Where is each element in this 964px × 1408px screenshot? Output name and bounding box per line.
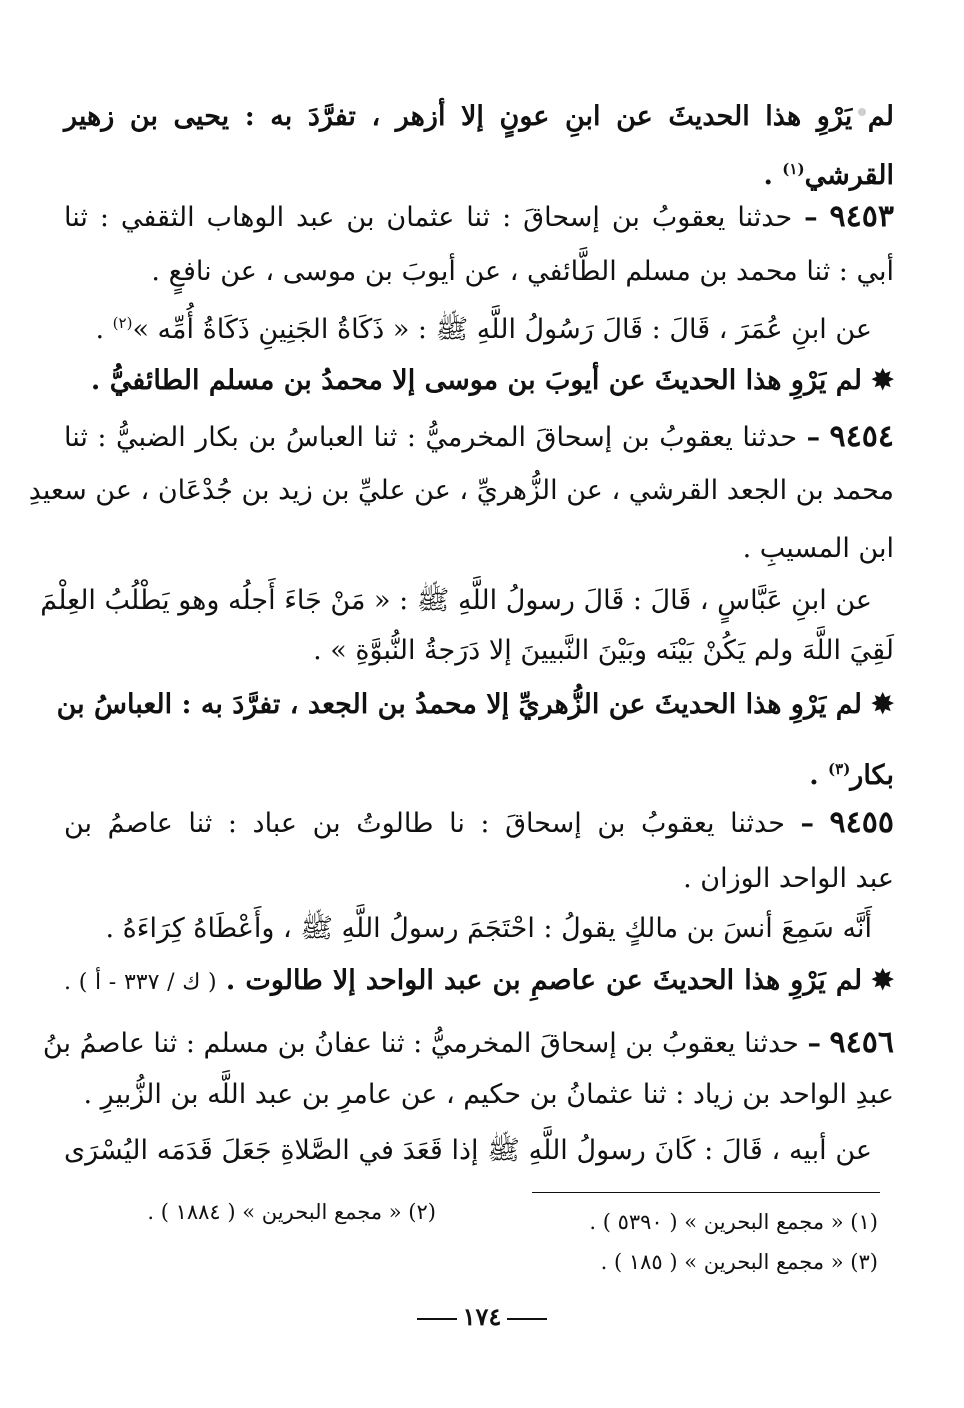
line-text: لم يَرْوِ هذا الحديثَ عن الزُّهريِّ إلا محمدُ بن الجعد ، تفرَّدَ به : العباسُ بن: [56, 689, 862, 720]
remark-line: [64, 364, 894, 398]
line-text: أبي : ثنا محمد بن مسلم الطَّائفي ، عن أيوبَ بن موسى ، عن نافعٍ .: [151, 256, 894, 287]
footnote-marker: (٣): [828, 760, 851, 778]
hadith-start-line: [42, 1025, 894, 1061]
line-text: لَقِيَ اللَّهَ ولم يَكُنْ بَيْنَه وبَيْنَ النَّبيينَ إلا دَرَجةُ النُّبوَّةِ » .: [313, 635, 894, 666]
page-number-dash: [417, 1318, 457, 1320]
hadith-number: ٩٤٥٦: [829, 1025, 894, 1060]
line-text: القرشي: [804, 160, 894, 191]
line-text: عن ابنِ عُمَرَ ، قَالَ : قَالَ رَسُولُ اللَّهِ ﷺ : « ذَكَاةُ الجَنِينِ ذَكَاةُ أُمِّه »: [132, 314, 872, 345]
text-line: [64, 255, 894, 289]
period: .: [809, 760, 819, 791]
period: .: [95, 314, 105, 345]
footnote-separator: [532, 1192, 880, 1193]
footnote: (٣) « مجمع البحرين » ( ١٨٥ ) .: [600, 1250, 878, 1274]
hadith-number: ٩٤٥٣: [829, 199, 894, 234]
footnote: (٢) « مجمع البحرين » ( ١٨٨٤ ) .: [147, 1200, 436, 1224]
hadith-number: ٩٤٥٤: [829, 419, 894, 454]
hadith-number: ٩٤٥٥: [829, 805, 894, 840]
manuscript-reference: ( ك / ٣٣٧ - أ ) .: [64, 970, 217, 995]
line-text: حدثنا يعقوبُ بن إسحاقَ المخرميُّ : ثنا العباسُ بن بكار الضبيُّ : ثنا: [64, 422, 798, 453]
dash: –: [800, 808, 814, 839]
line-text: عن أبيه ، قَالَ : كَانَ رسولُ اللَّهِ ﷺ إذا قَعَدَ في الصَّلاةِ جَعَلَ قَدَمَه اليُسْرَى: [64, 1135, 872, 1166]
star-icon: ✸: [871, 365, 894, 396]
line-text: محمد بن الجعد القرشي ، عن الزُّهريِّ ، عن عليِّ بن زيد بن جُدْعَان ، عن سعيدِ: [28, 475, 894, 506]
text-line: [64, 1134, 872, 1168]
hadith-start-line: [64, 806, 894, 841]
line-text: عبد الواحد الوزان .: [683, 863, 894, 894]
text-line: [64, 862, 894, 896]
line-text: عبدِ الواحد بن زياد : ثنا عثمانُ بن حكيم ، عن عامرِ بن عبد اللَّه بن الزُّبيرِ .: [83, 1079, 894, 1110]
text-line: [64, 912, 872, 946]
line-text: حدثنا يعقوبُ بن إسحاقَ : ثنا عثمان بن عبد الوهاب الثقفي : ثنا: [64, 202, 793, 233]
text-line: [64, 634, 894, 668]
dash: –: [804, 202, 818, 233]
page-number-dash: [507, 1318, 547, 1320]
line-text: حدثنا يعقوبُ بن إسحاقَ : نا طالوتُ بن عباد : ثنا عاصمُ بن: [64, 808, 785, 839]
line-text: لم يَرْوِ هذا الحديثَ عن ابنِ عونٍ إلا أزهر ، تفرَّدَ به : يحيى بن زهير: [64, 101, 894, 132]
hadith-start-line: [64, 200, 894, 235]
line-text: عن ابنِ عَبَّاسٍ ، قَالَ : قَالَ رسولُ اللَّهِ ﷺ : « مَنْ جَاءَ أَجلُه وهو يَطْلُبُ العِلْمَ: [40, 585, 872, 616]
text-line: [40, 584, 872, 618]
period: .: [763, 160, 773, 191]
footnote: (١) « مجمع البحرين » ( ٥٣٩٠ ) .: [589, 1210, 878, 1234]
star-icon: ✸: [871, 965, 894, 996]
line-text: ابن المسيبِ .: [742, 533, 894, 564]
line-text: بكار: [850, 760, 894, 791]
star-icon: ✸: [871, 689, 894, 720]
remark-line: [64, 964, 894, 1000]
line-text: لم يَرْوِ هذا الحديثَ عن عاصمِ بن عبد الواحد إلا طالوت .: [225, 965, 863, 996]
remark-line: [56, 688, 894, 722]
page-number-line: [0, 1302, 964, 1331]
footnote-marker: (١): [782, 160, 805, 178]
dash: –: [807, 1028, 821, 1059]
footnote-marker: (٢): [112, 314, 133, 332]
hadith-start-line: [64, 420, 894, 455]
text-line: [28, 474, 894, 508]
text-line: [64, 152, 894, 193]
text-line: [64, 306, 872, 347]
line-text: أَنَّه سَمِعَ أنسَ بن مالكٍ يقولُ : احْتَجَمَ رسولُ اللَّهِ ﷺ ، وأَعْطَاهُ كِرَاءَهُ .: [105, 913, 872, 944]
text-line: [64, 100, 894, 134]
page-number: ١٧٤: [462, 1302, 502, 1331]
line-text: لم يَرْوِ هذا الحديثَ عن أيوبَ بن موسى إلا محمدُ بن مسلم الطائفيُّ .: [90, 365, 862, 396]
text-line: [64, 1078, 894, 1112]
text-line: [64, 752, 894, 793]
dash: –: [806, 422, 821, 453]
text-line: [64, 532, 894, 566]
line-text: حدثنا يعقوبُ بن إسحاقَ المخرميُّ : ثنا عفانُ بن مسلم : ثنا عاصمُ بنُ: [42, 1028, 799, 1059]
